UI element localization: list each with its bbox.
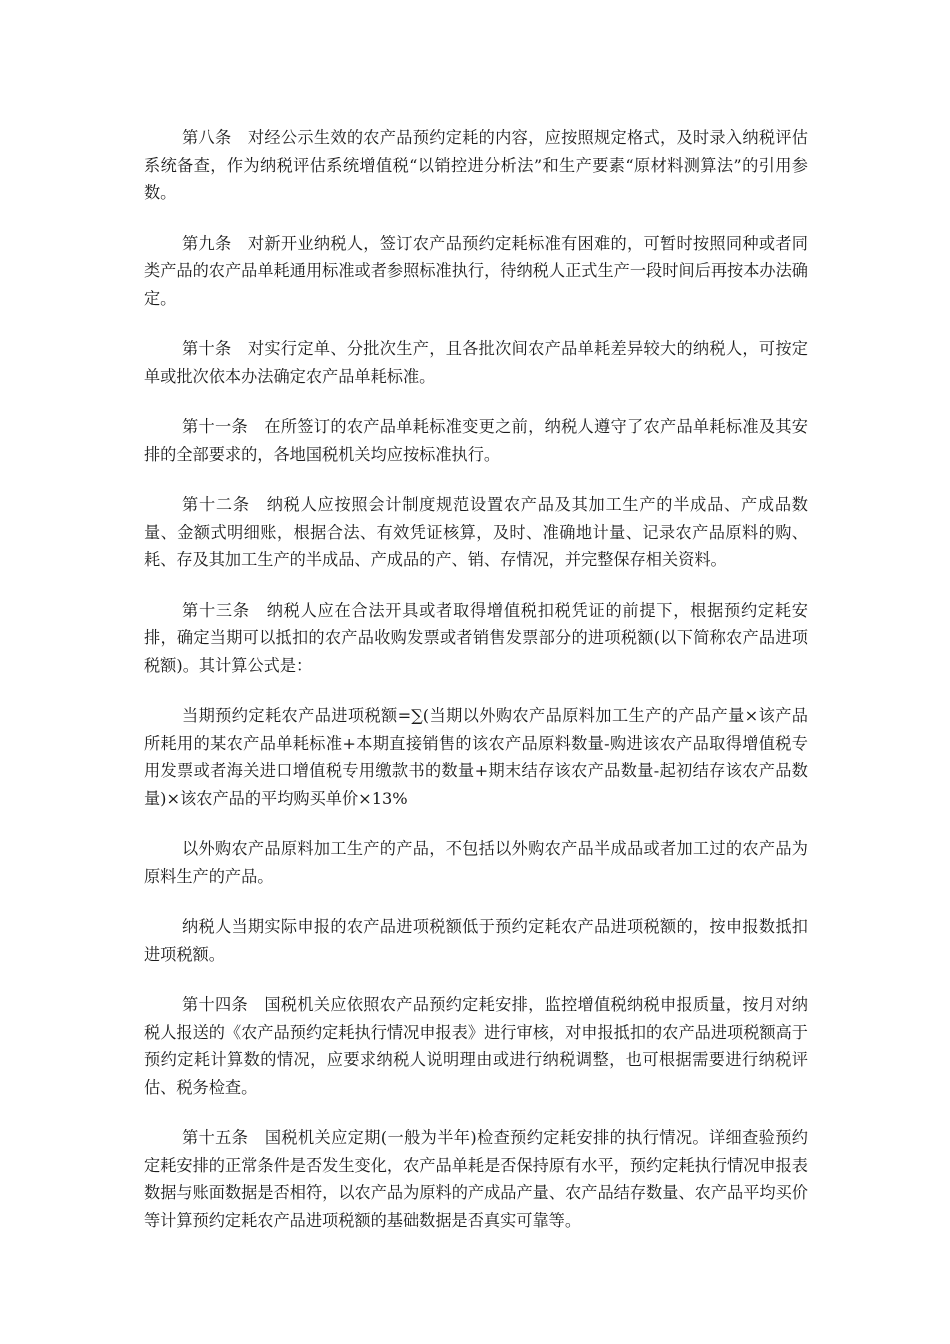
paragraph-formula-note-1: 以外购农产品原料加工生产的产品，不包括以外购农产品半成品或者加工过的农产品为原料生产的产品。 <box>144 839 808 886</box>
paragraph-formula-note-2: 纳税人当期实际申报的农产品进项税额低于预约定耗农产品进项税额的，按申报数抵扣进项税额。 <box>144 917 808 964</box>
paragraph-article-15: 第十五条 国税机关应定期(一般为半年)检查预约定耗安排的执行情况。详细查验预约定耗安排的正常条件是否发生变化，农产品单耗是否保持原有水平，预约定耗执行情况申报表数据与账面数据是否相符，以农产品为原料的产成品产量、农产品结存数量、农产品平均买价等计算预约定耗农产品进项税额的基础数据是否真实可靠等。 <box>144 1128 808 1230</box>
paragraph-article-8: 第八条 对经公示生效的农产品预约定耗的内容，应按照规定格式，及时录入纳税评估系统备查，作为纳税评估系统增值税“以销控进分析法”和生产要素“原材料测算法”的引用参数。 <box>144 128 808 202</box>
paragraph-article-10: 第十条 对实行定单、分批次生产，且各批次间农产品单耗差异较大的纳税人，可按定单或批次依本办法确定农产品单耗标准。 <box>144 339 808 386</box>
document-body <box>144 124 808 1257</box>
paragraph-article-12: 第十二条 纳税人应按照会计制度规范设置农产品及其加工生产的半成品、产成品数量、金额式明细账，根据合法、有效凭证核算，及时、准确地计量、记录农产品原料的购、耗、存及其加工生产的半成品、产成品的产、销、存情况，并完整保存相关资料。 <box>144 495 808 569</box>
paragraph-article-9: 第九条 对新开业纳税人，签订农产品预约定耗标准有困难的，可暂时按照同种或者同类产品的农产品单耗通用标准或者参照标准执行，待纳税人正式生产一段时间后再按本办法确定。 <box>144 233 808 308</box>
paragraph-article-13: 第十三条 纳税人应在合法开具或者取得增值税扣税凭证的前提下，根据预约定耗安排，确定当期可以抵扣的农产品收购发票或者销售发票部分的进项税额(以下简称农产品进项税额)。其计算公式是： <box>144 600 808 675</box>
paragraph-article-14: 第十四条 国税机关应依照农产品预约定耗安排，监控增值税纳税申报质量，按月对纳税人报送的《农产品预约定耗执行情况申报表》进行审核，对申报抵扣的农产品进项税额高于预约定耗计算数的情况，应要求纳税人说明理由或进行纳税调整，也可根据需要进行纳税评估、税务检查。 <box>144 995 808 1097</box>
paragraph-article-11: 第十一条 在所签订的农产品单耗标准变更之前，纳税人遵守了农产品单耗标准及其安排的全部要求的，各地国税机关均应按标准执行。 <box>144 417 808 464</box>
paragraph-formula: 当期预约定耗农产品进项税额=∑(当期以外购农产品原料加工生产的产品产量×该产品所耗用的某农产品单耗标准+本期直接销售的该农产品原料数量-购进该农产品取得增值税专用发票或者海关进口增值税专用缴款书的数量+期末结存该农产品数量-起初结存该农产品数量)×该农产品的平均购买单价×13% <box>144 706 808 808</box>
